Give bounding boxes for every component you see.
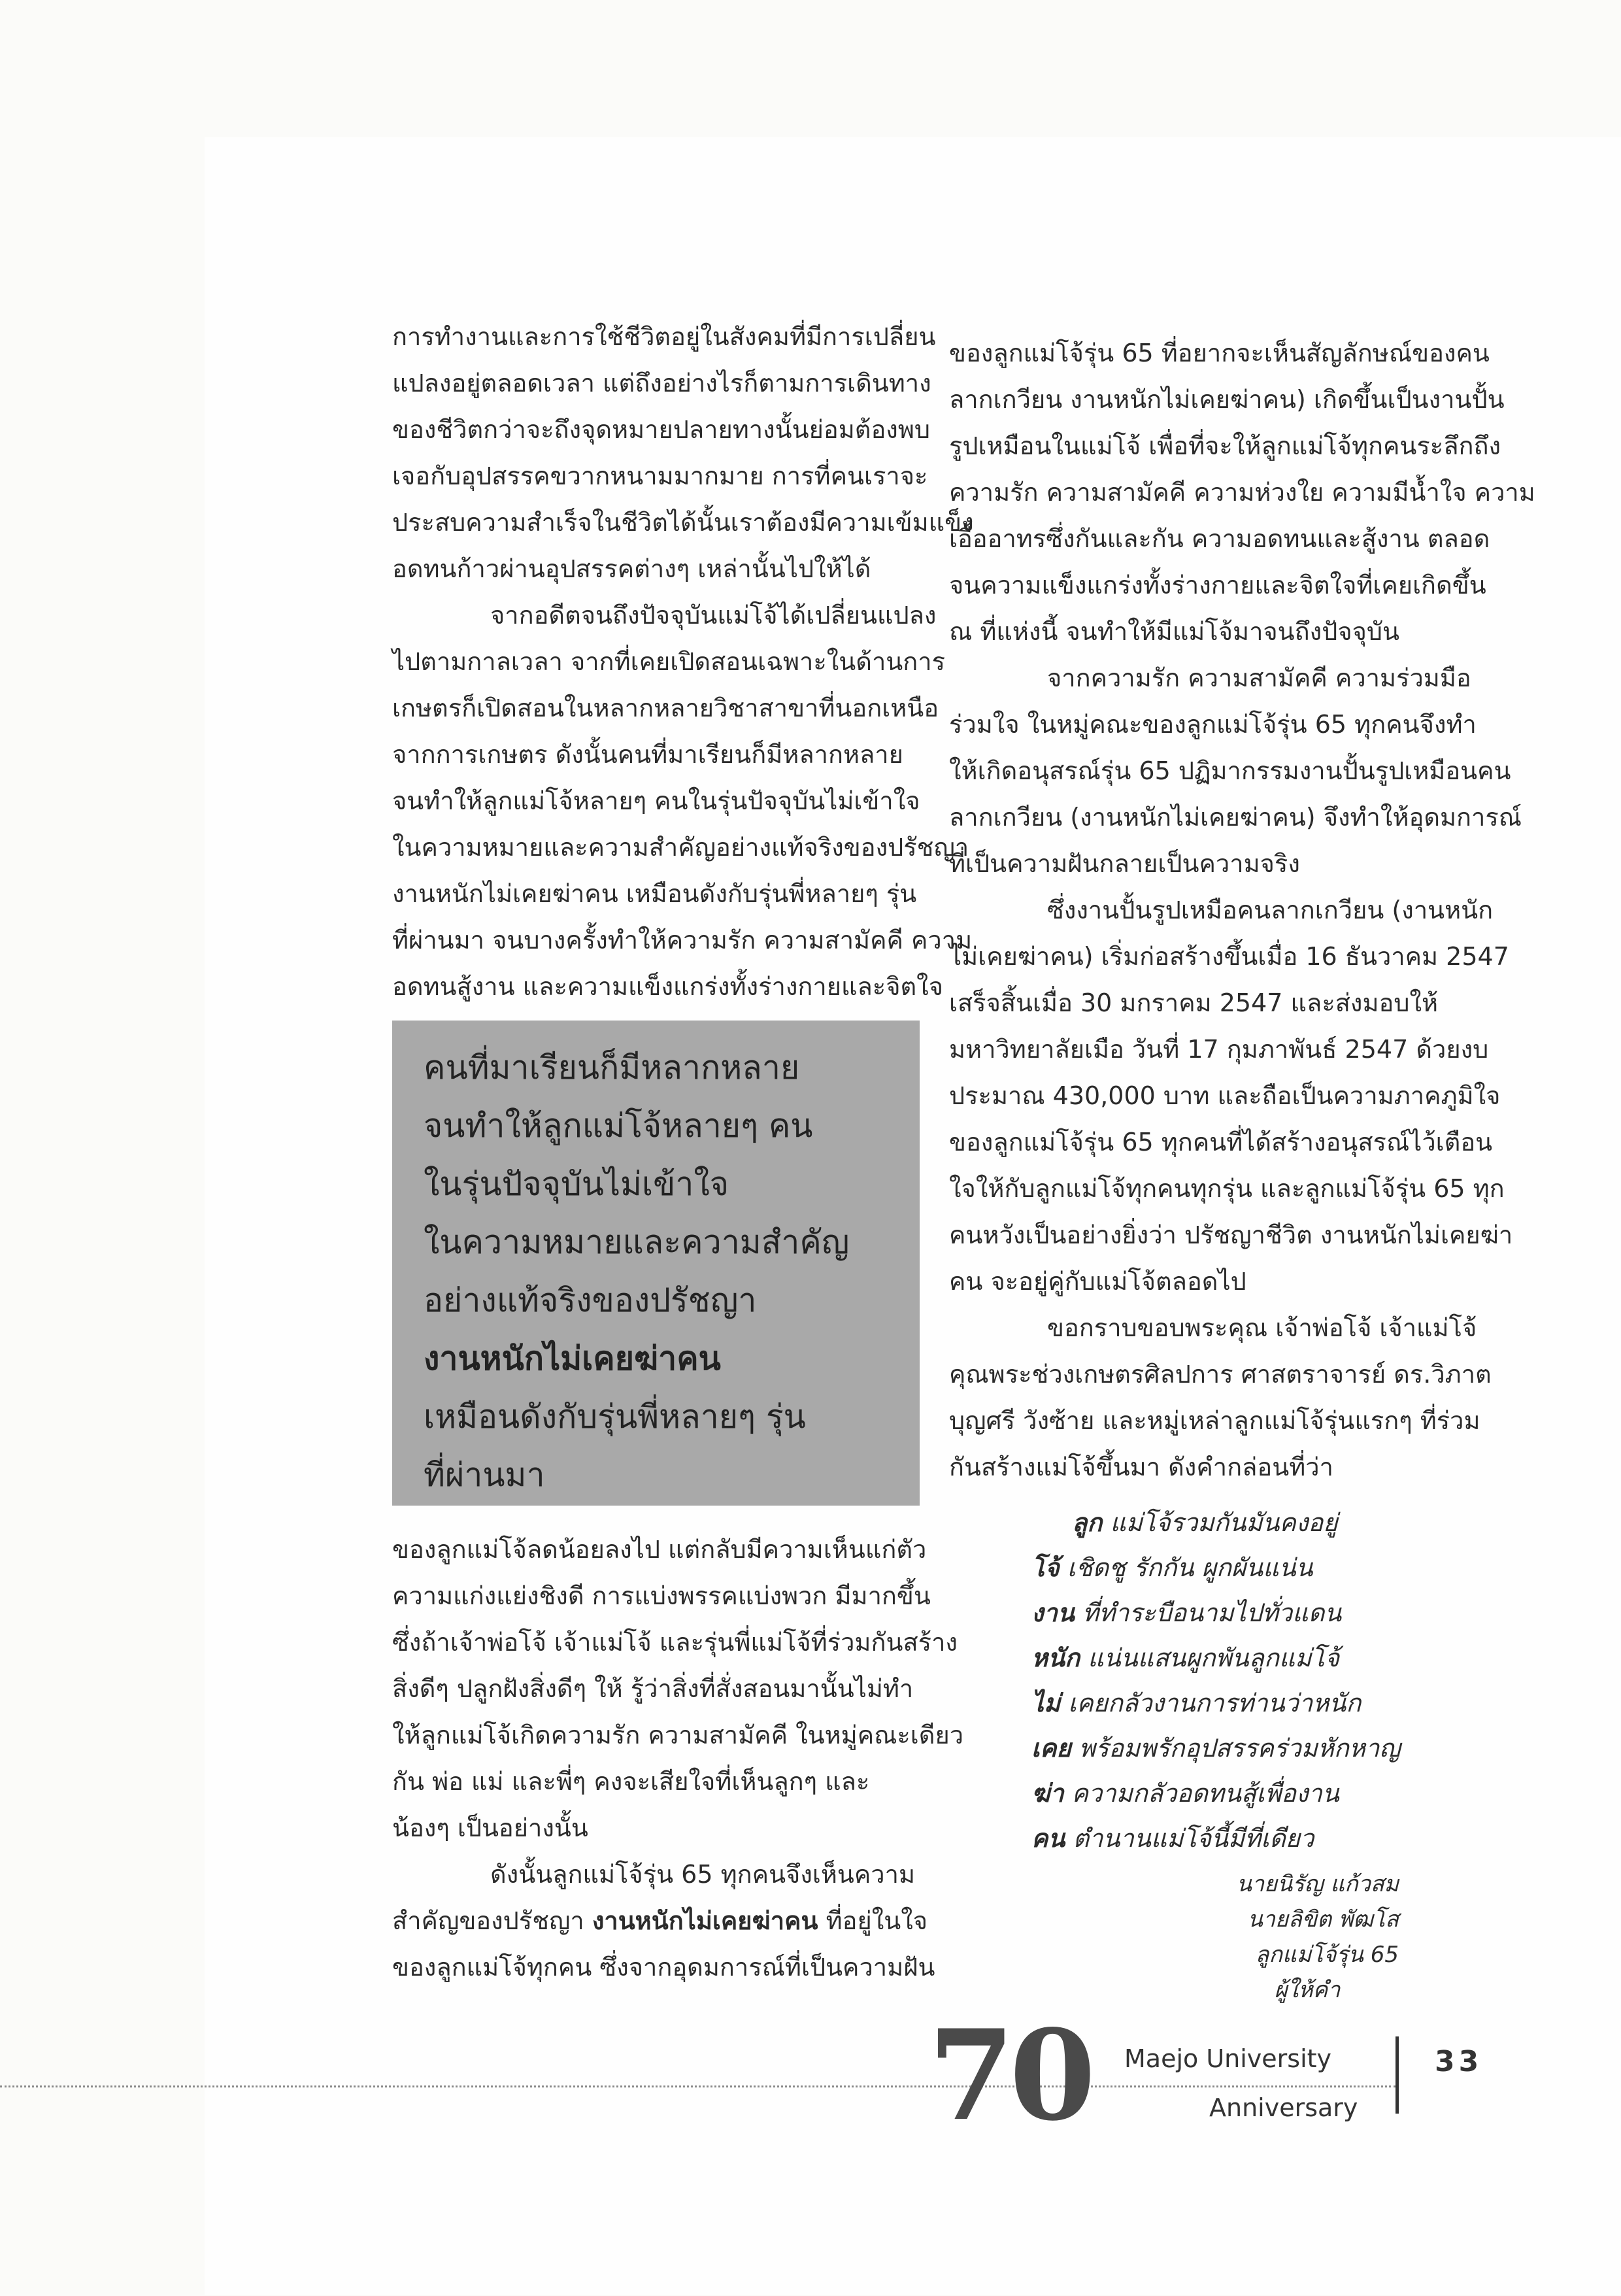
text-line <box>392 1573 931 1619</box>
text-line <box>392 1619 958 1666</box>
line-text: ความรัก ความสามัคคี ความห่วงใย ความมีน้ำใจ ความ <box>949 478 1535 507</box>
poem-keyword: เคย <box>1031 1734 1071 1763</box>
poem-keyword: ไม่ <box>1031 1689 1061 1717</box>
poem-line <box>1031 1681 1401 1726</box>
line-text: ที่เป็นความฝันกลายเป็นความจริง <box>949 849 1300 878</box>
line-text: การทำงานและการใช้ชีวิตอยู่ในสังคมที่มีการเปลี่ยน <box>392 322 936 351</box>
line-text: จากการเกษตร ดังนั้นคนที่มาเรียนก็มีหลากหลาย <box>392 740 903 769</box>
poem <box>1031 1500 1401 1861</box>
poem-text: ที่ทำระบือนามไปทั่วแดน <box>1074 1598 1342 1627</box>
quote-line: คนที่มาเรียนก็มีหลากหลาย <box>424 1049 800 1087</box>
signature-role: ผู้ให้คำ <box>1274 1977 1341 2003</box>
text-line <box>949 1073 1501 1119</box>
line-text-tail: ที่อยู่ในใจ <box>818 1906 928 1935</box>
line-text: ที่ผ่านมา จนบางครั้งทำให้ความรัก ความสามัคคี ความ <box>392 926 973 954</box>
text-line <box>949 655 1479 701</box>
text-line <box>949 980 1479 1026</box>
line-text: จนทำให้ลูกแม่โจ้หลายๆ คนในรุ่นปัจจุบันไม่เข้าใจ <box>392 786 920 815</box>
right-column <box>949 330 1535 1491</box>
line-text: คุณพระช่วงเกษตรศิลปการ ศาสตราจารย์ ดร.วิภาต <box>949 1360 1492 1389</box>
text-line <box>392 1759 922 1805</box>
line-text: อดทนก้าวผ่านอุปสรรคต่างๆ เหล่านั้นไปให้ได้ <box>392 554 871 583</box>
text-line <box>949 1026 1489 1073</box>
line-text: ร่วมใจ ในหมู่คณะของลูกแม่โจ้รุ่น 65 ทุกคนจึงทำ <box>949 710 1477 739</box>
poem-line <box>1031 1771 1401 1816</box>
line-text: เสร็จสิ้นเมื่อ 30 มกราคม 2547 และส่งมอบให้ <box>949 988 1439 1017</box>
line-text: ประมาณ 430,000 บาท และถือเป็นความภาคภูมิใจ <box>949 1081 1501 1110</box>
text-line <box>392 732 922 778</box>
text-line <box>392 917 973 964</box>
pull-quote-box <box>392 1021 920 1506</box>
poem-text: พร้อมพรักอุปสรรคร่วมหักหาญ <box>1071 1734 1401 1763</box>
text-line <box>392 314 936 360</box>
text-line <box>949 1305 1479 1351</box>
line-text: สำคัญของปรัชญา <box>392 1906 592 1935</box>
line-text: ไม่เคยฆ่าคน) เริ่มก่อสร้างขึ้นเมื่อ 16 ธันวาคม 2547 <box>949 942 1509 971</box>
text-line <box>949 841 1479 887</box>
poem-text: เชิดชู รักกัน ผูกผันแน่น <box>1059 1553 1313 1582</box>
text-line <box>392 1527 927 1573</box>
poem-line <box>1031 1636 1401 1681</box>
line-text: ของชีวิตกว่าจะถึงจุดหมายปลายทางนั้นย่อมต้องพบ <box>392 415 930 444</box>
text-line <box>949 1398 1479 1444</box>
text-line <box>392 1944 935 1991</box>
text-line <box>392 871 922 917</box>
line-text: ประสบความสำเร็จในชีวิตได้นั้นเราต้องมีความเข้มแข็ง <box>392 508 974 537</box>
text-line <box>392 453 928 499</box>
line-text: ให้เกิดอนุสรณ์รุ่น 65 ปฏิมากรรมงานปั้นรูปเหมือนคน <box>949 756 1511 785</box>
line-text: งานหนักไม่เคยฆ่าคน เหมือนดังกับรุ่นพี่หลายๆ รุ่น <box>392 879 917 908</box>
line-text: เจอกับอุปสรรคขวากหนามมากมาย การที่คนเราจะ <box>392 462 928 490</box>
poem-line <box>1031 1545 1401 1591</box>
text-line <box>949 562 1486 609</box>
line-text: น้องๆ เป็นอย่างนั้น <box>392 1814 588 1842</box>
text-line <box>392 778 922 824</box>
bold-phrase: งานหนักไม่เคยฆ่าคน <box>592 1906 818 1935</box>
text-line <box>949 794 1522 841</box>
line-text: จนความแข็งแกร่งทั้งร่างกายและจิตใจที่เคยเกิดขึ้น <box>949 571 1486 599</box>
poem-keyword: งาน <box>1031 1598 1075 1627</box>
poem-line <box>1031 1500 1401 1545</box>
line-text: คนหวังเป็นอย่างยิ่งว่า ปรัชญาชีวิต งานหนักไม่เคยฆ่า <box>949 1221 1513 1249</box>
line-text: ในความหมายและความสำคัญอย่างแท้จริงของปรัชญา <box>392 833 969 862</box>
poem-line <box>1031 1816 1401 1861</box>
text-line <box>949 1212 1513 1258</box>
signature-name-2: นายลิขิต พัฒโส <box>1247 1906 1399 1933</box>
text-line <box>949 330 1490 377</box>
line-text: ณ ที่แห่งนี้ จนทำให้มีแม่โจ้มาจนถึงปัจจุบัน <box>949 617 1399 646</box>
text-line <box>949 1119 1493 1166</box>
text-line <box>392 592 937 639</box>
line-text: ลากเกวียน งานหนักไม่เคยฆ่าคน) เกิดขึ้นเป็นงานปั้น <box>949 385 1505 414</box>
line-text: ขอกราบขอบพระคุณ เจ้าพ่อโจ้ เจ้าแม่โจ้ <box>1047 1313 1477 1342</box>
line-text: จากความรัก ความสามัคคี ความร่วมมือ <box>1047 664 1471 692</box>
text-line <box>949 423 1501 469</box>
text-line <box>949 887 1494 934</box>
line-text: บุญศรี วังซ้าย และหมู่เหล่าลูกแม่โจ้รุ่นแรกๆ ที่ร่วม <box>949 1406 1480 1435</box>
line-text: เอื้ออาทรซึ่งกันและกัน ความอดทนและสู้งาน ตลอด <box>949 524 1490 553</box>
anniversary-logo-number: 70 <box>928 2002 1091 2148</box>
poem-keyword: ฆ่า <box>1031 1779 1064 1808</box>
quote-line: ที่ผ่านมา <box>424 1456 545 1494</box>
line-text: แปลงอยู่ตลอดเวลา แต่ถึงอย่างไรก็ตามการเดินทาง <box>392 369 931 397</box>
line-text: กัน พ่อ แม่ และพี่ๆ คงจะเสียใจที่เห็นลูกๆ และ <box>392 1767 870 1796</box>
quote-line: จนทำให้ลูกแม่โจ้หลายๆ คน <box>424 1107 813 1145</box>
text-line <box>392 1898 928 1944</box>
signature-block <box>1150 1866 1425 2008</box>
poem-keyword: หนัก <box>1031 1644 1080 1672</box>
text-line <box>949 934 1509 980</box>
text-line <box>392 546 922 592</box>
text-line <box>392 499 974 546</box>
text-line <box>392 1805 922 1851</box>
line-text: จากอดีตจนถึงปัจจุบันแม่โจ้ได้เปลี่ยนแปลง <box>490 601 937 630</box>
quote-line: อย่างแท้จริงของปรัชญา <box>424 1281 757 1319</box>
poem-line <box>1031 1726 1401 1771</box>
text-line <box>392 1666 922 1712</box>
quote-line: เหมือนดังกับรุ่นพี่หลายๆ รุ่น <box>424 1398 806 1436</box>
left-column-bottom <box>392 1527 964 1991</box>
poem-keyword: ลูก <box>1072 1508 1103 1537</box>
text-line <box>392 685 939 732</box>
quote-line: ในรุ่นปัจจุบันไม่เข้าใจ <box>424 1165 729 1203</box>
poem-keyword: โจ้ <box>1031 1553 1060 1582</box>
line-text: ลากเกวียน (งานหนักไม่เคยฆ่าคน) จึงทำให้อุดมการณ์ <box>949 803 1522 832</box>
text-line <box>392 1712 964 1759</box>
quote-line: ในความหมายและความสำคัญ <box>424 1223 850 1261</box>
footer-vertical-divider <box>1395 2036 1399 2114</box>
line-text: ของลูกแม่โจ้ทุกคน ซึ่งจากอุดมการณ์ที่เป็นความฝัน <box>392 1953 935 1982</box>
text-line <box>392 639 946 685</box>
text-line <box>949 701 1479 748</box>
text-line <box>949 1351 1492 1398</box>
footer-divider <box>0 2085 1395 2087</box>
line-text: มหาวิทยาลัยเมือ วันที่ 17 กุมภาพันธ์ 2547 ด้วยงบ <box>949 1035 1489 1064</box>
line-text: ซึ่งงานปั้นรูปเหมือคนลากเกวียน (งานหนัก <box>1047 896 1494 924</box>
line-text: รูปเหมือนในแม่โจ้ เพื่อที่จะให้ลูกแม่โจ้ทุกคนระลึกถึง <box>949 431 1501 460</box>
text-line <box>392 1851 922 1898</box>
text-line <box>949 516 1490 562</box>
line-text: สิ่งดีๆ ปลูกฝังสิ่งดีๆ ให้ รู้ว่าสิ่งที่สั่งสอนมานั้นไม่ทำ <box>392 1674 914 1703</box>
page-number: 33 <box>1435 2045 1483 2078</box>
line-text: ใจให้กับลูกแม่โจ้ทุกคนทุกรุ่น และลูกแม่โจ้รุ่น 65 ทุก <box>949 1174 1505 1203</box>
poem-text: ตำนานแม่โจ้นี้มีที่เดียว <box>1065 1824 1314 1853</box>
line-text: คน จะอยู่คู่กับแม่โจ้ตลอดไป <box>949 1267 1246 1296</box>
text-line <box>949 377 1505 423</box>
line-text: ของลูกแม่โจ้ลดน้อยลงไป แต่กลับมีความเห็นแก่ตัว <box>392 1535 927 1564</box>
line-text: ความแก่งแย่งชิงดี การแบ่งพรรคแบ่งพวก มีมากขึ้น <box>392 1581 931 1610</box>
line-text: กันสร้างแม่โจ้ขึ้นมา ดังคำกล่อนที่ว่า <box>949 1453 1333 1481</box>
anniversary-logo-line2: Anniversary <box>1209 2093 1358 2122</box>
line-text: ของลูกแม่โจ้รุ่น 65 ทุกคนที่ได้สร้างอนุสรณ์ไว้เตือน <box>949 1128 1493 1156</box>
line-text: ดังนั้นลูกแม่โจ้รุ่น 65 ทุกคนจึงเห็นความ <box>490 1860 916 1889</box>
poem-text: ความกลัวอดทนสู้เพื่องาน <box>1063 1779 1339 1808</box>
text-line <box>949 469 1535 516</box>
left-column-top <box>392 314 974 1010</box>
poem-text: เคยกลัวงานการท่านว่าหนัก <box>1060 1689 1362 1717</box>
poem-text: แม่โจ้รวมกันมันคงอยู่ <box>1102 1508 1338 1537</box>
line-text: ให้ลูกแม่โจ้เกิดความรัก ความสามัคคี ในหมู่คณะเดียว <box>392 1721 964 1749</box>
quote-line: งานหนักไม่เคยฆ่าคน <box>424 1340 721 1377</box>
signature-name-1: นายนิรัญ แก้วสม <box>1236 1871 1399 1897</box>
text-line <box>392 407 930 453</box>
text-line <box>949 609 1479 655</box>
text-line <box>949 1444 1479 1491</box>
poem-text: แน่นแสนผูกพันลูกแม่โจ้ <box>1080 1644 1340 1672</box>
text-line <box>949 1258 1479 1305</box>
line-text: ของลูกแม่โจ้รุ่น 65 ที่อยากจะเห็นสัญลักษณ์ของคน <box>949 339 1490 367</box>
line-text: อดทนสู้งาน และความแข็งแกร่งทั้งร่างกายและจิตใจ <box>392 972 943 1001</box>
line-text: ไปตามกาลเวลา จากที่เคยเปิดสอนเฉพาะในด้านการ <box>392 647 946 676</box>
text-line <box>949 748 1511 794</box>
signature-group: ลูกแม่โจ้รุ่น 65 <box>1255 1942 1399 1968</box>
line-text: ซึ่งถ้าเจ้าพ่อโจ้ เจ้าแม่โจ้ และรุ่นพี่แม่โจ้ที่ร่วมกันสร้าง <box>392 1628 958 1657</box>
text-line <box>392 824 969 871</box>
anniversary-logo-line1: Maejo University <box>1124 2044 1332 2073</box>
line-text: เกษตรก็เปิดสอนในหลากหลายวิชาสาขาที่นอกเหนือ <box>392 694 939 722</box>
poem-keyword: คน <box>1031 1824 1065 1853</box>
text-line <box>949 1166 1505 1212</box>
text-line <box>392 964 943 1010</box>
text-line <box>392 360 931 407</box>
poem-line <box>1031 1591 1401 1636</box>
